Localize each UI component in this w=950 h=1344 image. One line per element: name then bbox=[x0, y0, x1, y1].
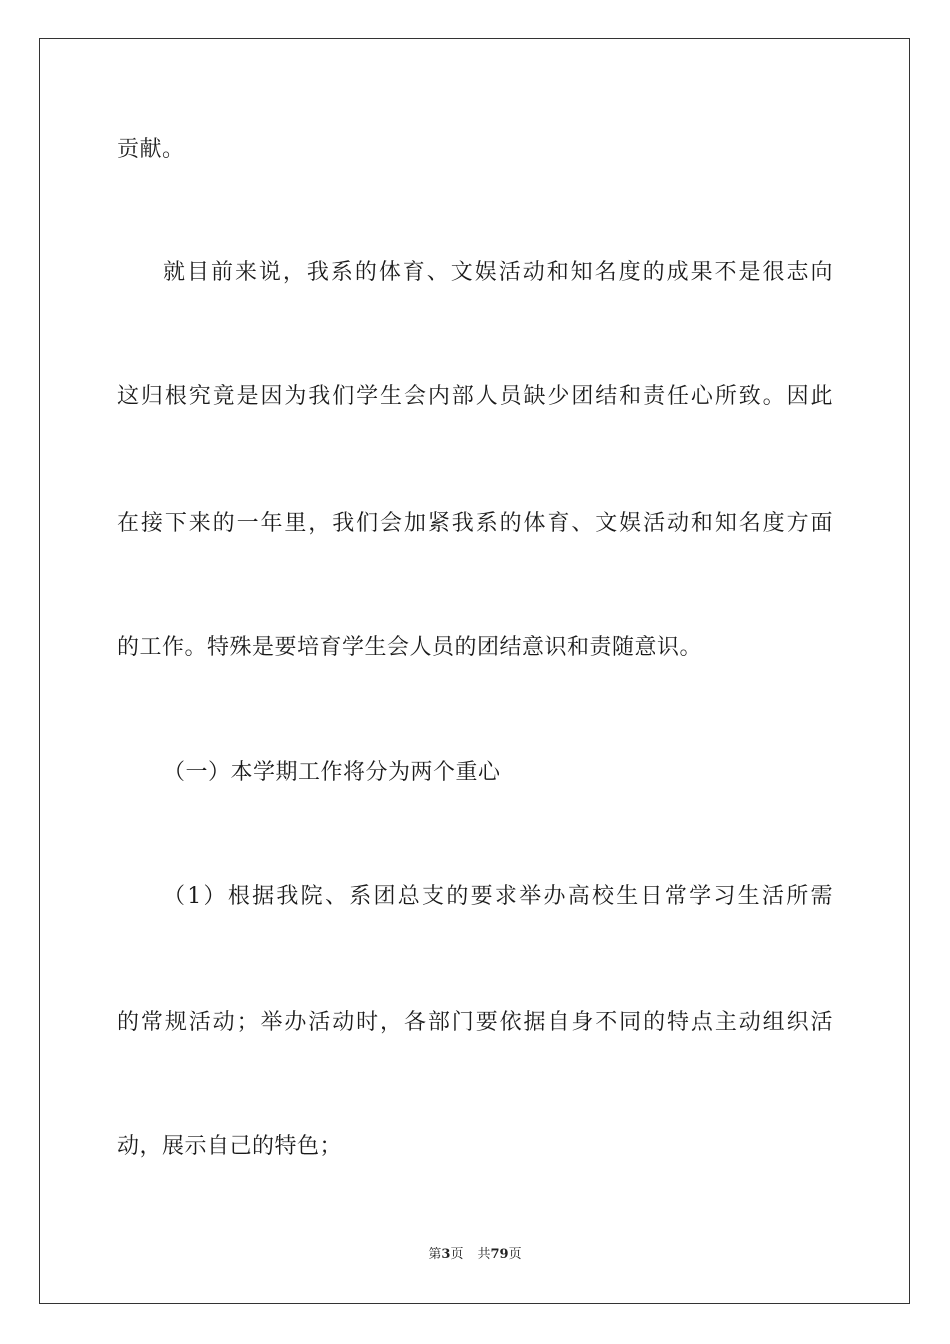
page-footer bbox=[0, 1246, 950, 1264]
text-line-2: 就目前来说，我系的体育、文娱活动和知名度的成果不是很志向 bbox=[163, 260, 833, 285]
section-heading: （一）本学期工作将分为两个重心 bbox=[163, 760, 501, 785]
total-suffix: 页 bbox=[508, 1247, 522, 1262]
text-line-1: 贡献。 bbox=[117, 137, 185, 162]
text-line-4: 在接下来的一年里，我们会加紧我系的体育、文娱活动和知名度方面 bbox=[117, 511, 833, 536]
text-line-5: 的工作。特殊是要培育学生会人员的团结意识和责随意识。 bbox=[117, 635, 703, 660]
page-suffix: 页 bbox=[450, 1247, 464, 1262]
text-line-3: 这归根究竟是因为我们学生会内部人员缺少团结和责任心所致。因此 bbox=[117, 384, 833, 409]
total-pages: 79 bbox=[490, 1247, 509, 1262]
text-line-8: 的常规活动；举办活动时，各部门要依据自身不同的特点主动组织活 bbox=[117, 1010, 833, 1035]
text-line-7: （1）根据我院、系团总支的要求举办高校生日常学习生活所需 bbox=[163, 884, 833, 909]
page-number: 3 bbox=[441, 1247, 451, 1262]
text-line-9: 动，展示自己的特色； bbox=[117, 1134, 343, 1159]
page-border bbox=[39, 38, 910, 1304]
page-prefix: 第 bbox=[428, 1247, 442, 1262]
total-prefix: 共 bbox=[477, 1247, 491, 1262]
